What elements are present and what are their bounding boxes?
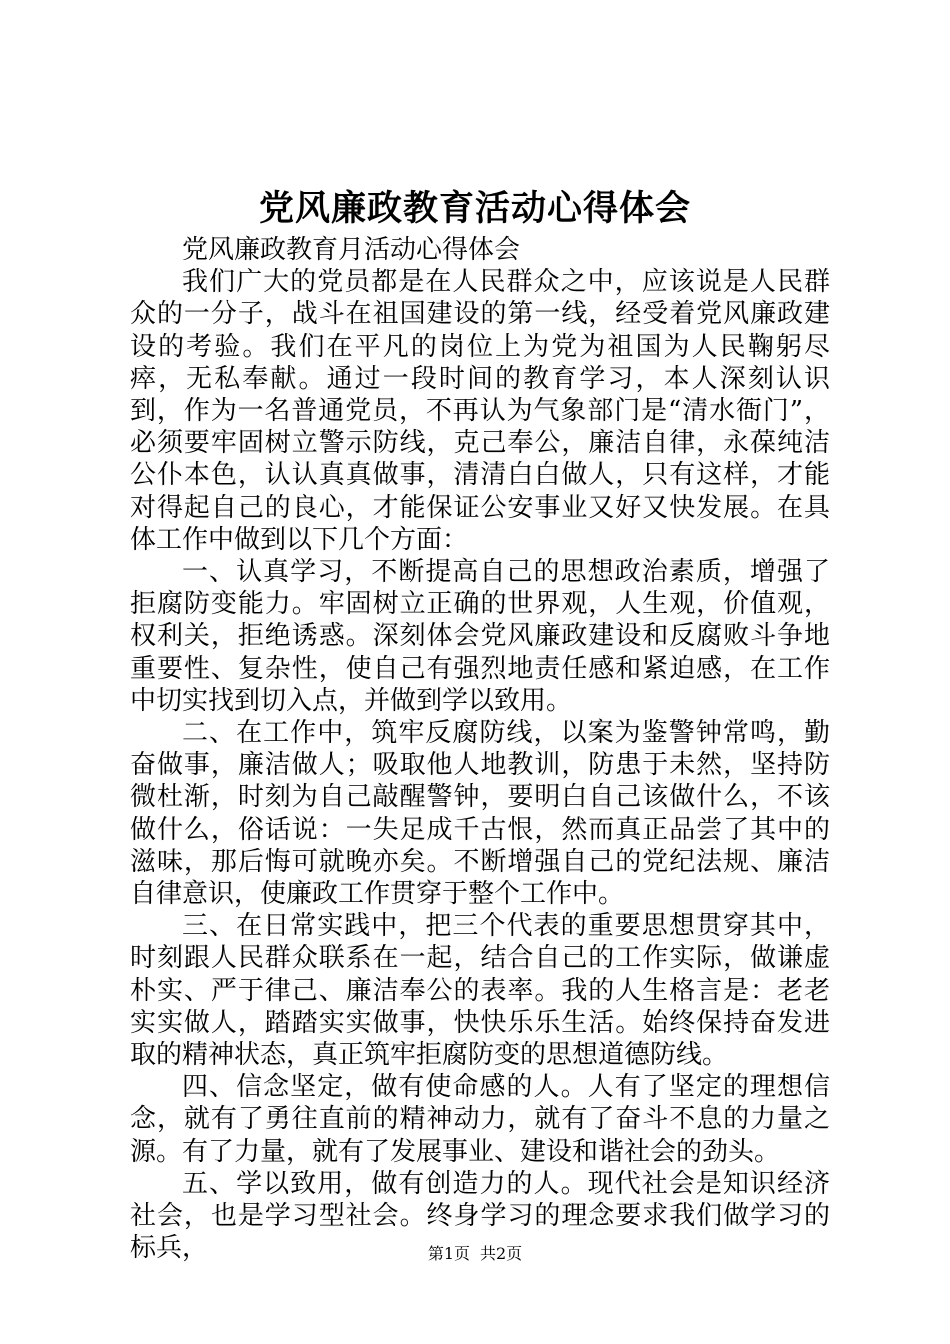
- page-number: 第1页: [427, 1244, 470, 1263]
- point-two-paragraph: 二、在工作中，筑牢反腐防线，以案为鉴警钟常鸣，勤奋做事，廉洁做人；吸取他人地教训，防患于未然，坚持防微杜渐，时刻为自己敲醒警钟，要明白自己该做什么，不该做什么，俗话说：一失足成千古恨，然而真正品尝了其中的滋味，那后悔可就晚亦矣。不断增强自己的党纪法规、廉洁自律意识，使廉政工作贯穿于整个工作中。: [130, 718, 830, 910]
- page-total: 共2页: [480, 1244, 523, 1263]
- point-three-paragraph: 三、在日常实践中，把三个代表的重要思想贯穿其中，时刻跟人民群众联系在一起，结合自己的工作实际，做谦虚朴实、严于律己、廉洁奉公的表率。我的人生格言是：老老实实做人，踏踏实实做事，快快乐乐生活。始终保持奋发进取的精神状态，真正筑牢拒腐防变的思想道德防线。: [130, 911, 830, 1071]
- point-four-paragraph: 四、信念坚定，做有使命感的人。人有了坚定的理想信念，就有了勇往直前的精神动力，就有了奋斗不息的力量之源。有了力量，就有了发展事业、建设和谐社会的劲头。: [130, 1072, 830, 1167]
- document-title: 党风廉政教育活动心得体会: [258, 188, 691, 229]
- intro-paragraph: 我们广大的党员都是在人民群众之中，应该说是人民群众的一分子，战斗在祖国建设的第一线，经受着党风廉政建设的考验。我们在平凡的岗位上为党为祖国为人民鞠躬尽瘁，无私奉献。通过一段时间的教育学习，本人深刻认识到，作为一名普通党员，不再认为气象部门是“清水衙门”，必须要牢固树立警示防线，克己奉公，廉洁自律，永葆纯洁公仆本色，认认真真做事，清清白白做人，只有这样，才能对得起自己的良心，才能保证公安事业又好又快发展。在具体工作中做到以下几个方面：: [130, 267, 830, 555]
- page-footer: [0, 1242, 950, 1266]
- point-five-paragraph: 五、学以致用，做有创造力的人。现代社会是知识经济社会，也是学习型社会。终身学习的理念要求我们做学习的标兵，: [130, 1168, 830, 1264]
- subtitle-paragraph: 党风廉政教育月活动心得体会: [182, 235, 521, 265]
- document-body: [130, 234, 830, 1265]
- point-one-paragraph: 一、认真学习，不断提高自己的思想政治素质，增强了拒腐防变能力。牢固树立正确的世界观，人生观，价值观，权利关，拒绝诱惑。深刻体会党风廉政建设和反腐败斗争地重要性、复杂性，使自己有强烈地责任感和紧迫感，在工作中切实找到切入点，并做到学以致用。: [130, 557, 830, 716]
